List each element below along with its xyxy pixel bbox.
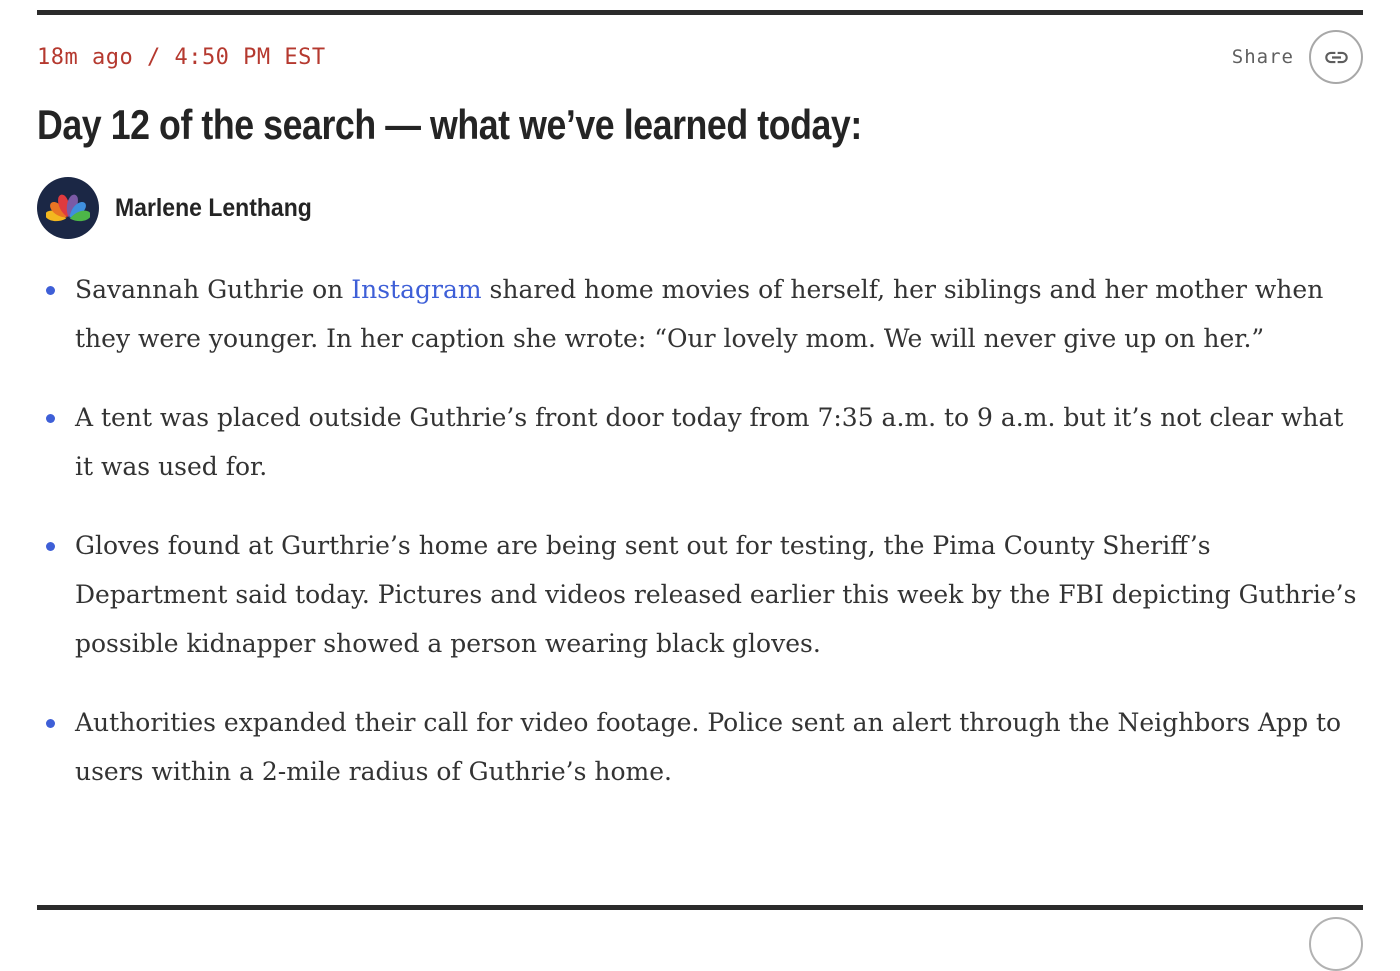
share-label: Share — [1231, 46, 1294, 68]
bullet-item — [37, 393, 1363, 491]
instagram-link[interactable]: Instagram — [351, 275, 482, 304]
bullet-text: Authorities expanded their call for video footage. Police sent an alert through the Neighbors App to users within a 2-mile radius of Guthrie’s home. — [75, 708, 1342, 786]
entry-top-divider — [37, 10, 1363, 15]
bullet-item — [37, 521, 1363, 668]
link-icon — [1323, 44, 1350, 71]
entry-timestamp: 18m ago / 4:50 PM EST — [37, 44, 326, 70]
bullet-list — [37, 265, 1363, 796]
entry-bottom-divider — [37, 905, 1363, 910]
bullet-text: shared home movies of herself, her siblings and her mother when they were younger. In her caption she wrote: “Our lovely mom. We will never give up on her.” — [75, 275, 1324, 353]
next-entry-share-link-button[interactable] — [1309, 917, 1363, 971]
liveblog-entry — [0, 10, 1400, 796]
avatar — [37, 177, 99, 239]
bullet-item — [37, 698, 1363, 796]
bullet-text: Gloves found at Gurthrie’s home are being sent out for testing, the Pima County Sheriff’s Department said today. Pictures and videos released earlier this week by the FBI depicting Guthrie’s possible kidnapper showed a person wearing black gloves. — [75, 531, 1357, 658]
entry-title: Day 12 of the search — what we’ve learned today: — [37, 101, 862, 148]
entry-meta-row — [37, 29, 1363, 85]
bullet-text: Savannah Guthrie on — [75, 275, 352, 304]
bullet-item — [37, 265, 1363, 363]
nbc-peacock-icon — [46, 186, 90, 230]
author-name: Marlene Lenthang — [115, 193, 312, 222]
author-row[interactable] — [37, 177, 1363, 239]
share-button[interactable] — [1232, 30, 1363, 84]
bullet-text: A tent was placed outside Guthrie’s front door today from 7:35 a.m. to 9 a.m. but it’s not clear what it was used for. — [75, 403, 1344, 481]
share-link-button[interactable] — [1309, 30, 1363, 84]
